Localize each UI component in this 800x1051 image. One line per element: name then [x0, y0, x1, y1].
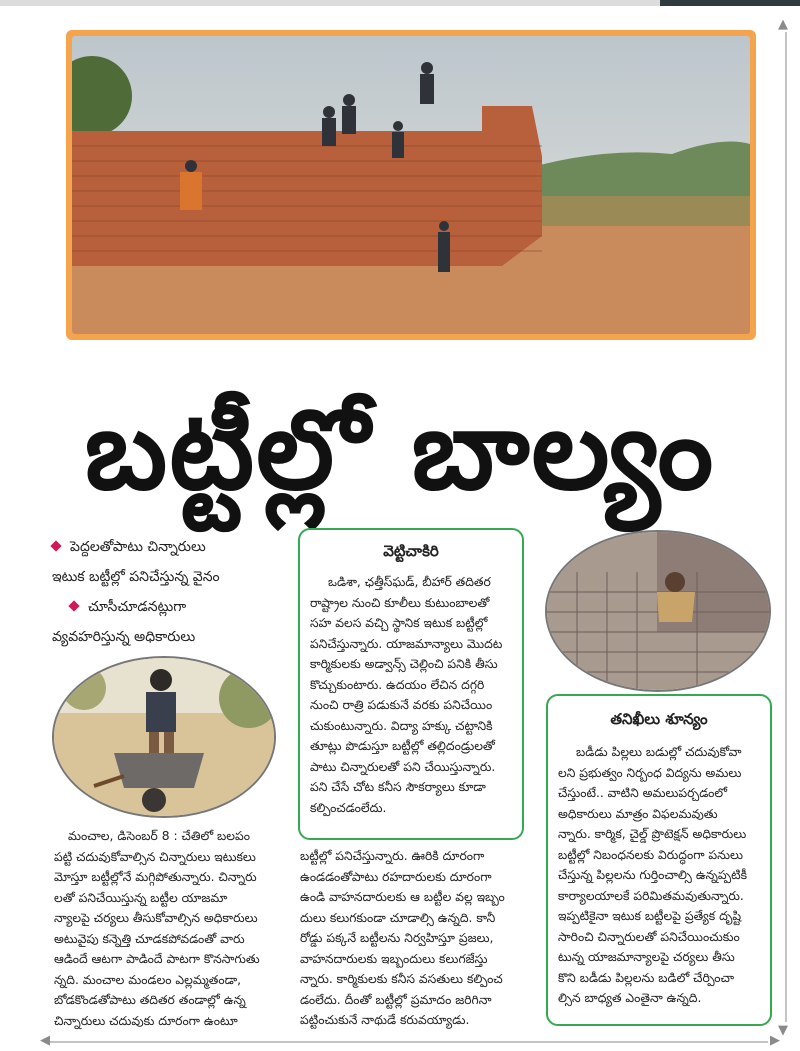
diamond-bullet-icon [50, 540, 61, 551]
headline: బట్టీల్లో బాల్యం [84, 386, 716, 514]
bullet-item: వ్యవహరిస్తున్న అధికారులు [52, 629, 196, 645]
article-column-1: మంచాల, డిసెంబర్ 8 : చేతిలో బలపం పట్టి చదువుకోవాల్సిన చిన్నారులు ఇటుకలు మోస్తూ బట్టీల్లోనే మగ్గిపోతున్నారు. చిన్నారు లతో పనిచేయిస్తున్న బట్టీల యాజమా న్యాలపై చర్యలు తీసుకోవాల్సిన అధికారులు అటువైపు కన్నెత్తి చూడకపోవడంతో వారు ఆడిందే ఆటగా పాడిందే పాటగా కొనసాగుతు న్నది. మంచాల మండలం ఎల్లమ్మతండా, బోడకొండతోపాటు తదితర తండాల్లో ఉన్న చిన్నారులు చదువుకు దూరంగా ఉంటూ [54, 829, 260, 1028]
child-wheelbarrow-photo [52, 656, 276, 818]
scrollbar-track[interactable] [50, 1041, 768, 1043]
main-photo-frame [66, 30, 756, 340]
scroll-down-arrow-icon[interactable]: ▼ [778, 1023, 788, 1038]
scrollbar-track[interactable] [785, 32, 787, 1022]
bullet-item: పెద్దలతోపాటు చిన్నారులు [52, 532, 292, 562]
box-title: వెట్టిచాకిరి [383, 542, 439, 560]
sidebar-box-tanikhilu-shunyam [546, 694, 772, 1026]
bullet-item: ఇటుక బట్టీల్లో పనిచేస్తున్న వైనం [52, 569, 220, 585]
brick-kiln-photo [72, 36, 750, 334]
article-column-2: బట్టీల్లో పనిచేస్తున్నారు. ఊరికి దూరంగా ఉండడంతోపాటు రహదారులకు దూరంగా ఉండి వాహనదారులకు ఆ బట్టీల వల్ల ఇబ్బం దులు కలుగకుండా చూడాల్సి ఉన్నది. కానీ రోడ్డు పక్కనే బట్టీలను నిర్వహిస్తూ ప్రజలు, వాహనదారులకు ఇబ్బందులు కలుగజేస్తు న్నారు. కార్మికులకు కనీస వసతులు కల్పించ డంలేదు. దీంతో బట్టీల్లో ప్రమాదం జరిగినా పట్టించుకునే నాథుడే కరువయ్యాడు. [300, 849, 505, 1027]
scroll-up-arrow-icon[interactable]: ▲ [778, 17, 788, 32]
bullet-points [52, 532, 292, 652]
box-body: బడీడు పిల్లలు బడుల్లో చదువుకోవా లని ప్రభుత్వం నిర్బంధ విద్యను అమలు చేస్తుంటే.. వాటిని అమలుపర్చడంలో అధికారులు మాత్రం విఫలమవుతు న్నారు. కార్మిక, చైల్డ్ ప్రొటెక్షన్ అధికారులు బట్టీల్లో నిబంధనలకు విరుద్ధంగా పనులు చేస్తున్న పిల్లలను గుర్తించాల్సి ఉన్నప్పటికీ కార్యాలయాలకే పరిమితమవుతున్నారు. ఇప్పటికైనా ఇటుక బట్టీలపై ప్రత్యేక దృష్టి సారించి చిన్నారులతో పనిచేయించుకుం టున్న యాజమాన్యాలపై చర్యలు తీసు కొని బడీడు పిల్లలను బడిలో చేర్పించా ల్సిన బాధ్యత ఎంతైనా ఉన్నది. [558, 745, 748, 1005]
scroll-left-arrow-icon[interactable]: ◀ [40, 1033, 50, 1048]
diamond-bullet-icon [68, 600, 79, 611]
top-bar [0, 0, 800, 6]
box-title: తనిఖీలు శూన్యం [610, 710, 708, 728]
box-body: ఒడిశా, ఛత్తీస్‌ఘడ్, బీహార్ తదితర రాష్ట్రాల నుంచి కూలీలు కుటుంబాలతో సహ వలస వచ్చి స్థానిక ఇటుక బట్టీల్లో పనిచేస్తున్నారు. యాజమాన్యాలు మొదట కార్మికులకు అడ్వాన్స్ చెల్లించి పనికి తీసు కొచ్చుకుంటారు. ఉదయం లేచిన దగ్గరి నుంచి రాత్రి పడుకునే వరకు పనిచేయిం చుకుంటున్నారు. విద్యా హక్కు చట్టానికి తూట్లు పొడుస్తూ బట్టీల్లో తల్లిదండ్రులతో పాటు చిన్నారులతో పని చేయిస్తున్నారు. పని చేసే చోట కనీస సౌకర్యాలు కూడా కల్పించడంలేదు. [310, 575, 503, 815]
top-bar-dark-segment [660, 0, 800, 6]
child-on-bricks-photo [545, 530, 771, 692]
vertical-scrollbar[interactable] [778, 18, 794, 1038]
horizontal-scrollbar[interactable] [40, 1033, 780, 1048]
bullet-item: చూసీచూడనట్లుగా [52, 592, 292, 622]
scroll-right-arrow-icon[interactable]: ▶ [770, 1033, 780, 1048]
sidebar-box-vetti-chakiri [298, 528, 524, 840]
